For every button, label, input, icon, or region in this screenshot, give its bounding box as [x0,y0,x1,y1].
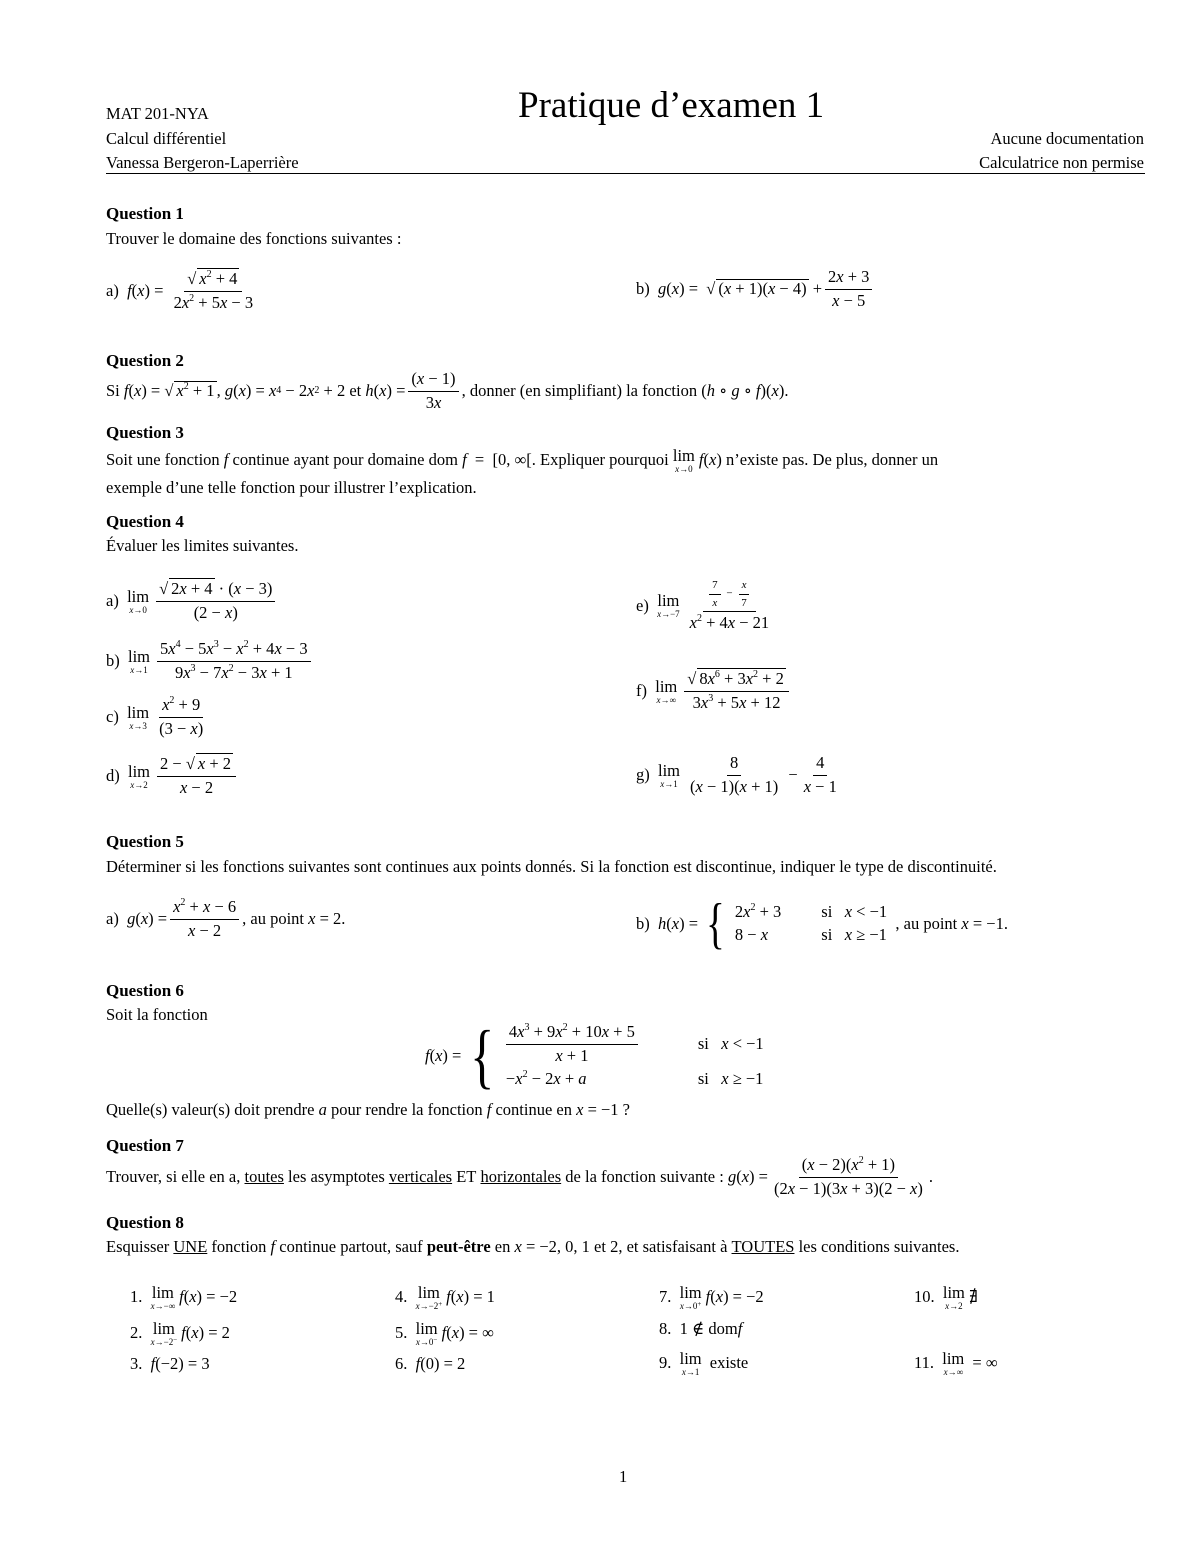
text: toutes [244,1166,284,1186]
text: UNE [173,1237,208,1256]
question-1-title: Question 1 [106,204,184,223]
condition-5: 5. lim x→0− f ( x ) = ∞ [395,1319,494,1347]
question-6-question: Quelle(s) valeur(s) doit prendre a pour rendre la fonction f continue en x = −1 ? [106,1100,630,1119]
left-brace: { [706,893,725,955]
header-rule [106,173,1145,174]
text: verticales [388,1166,453,1186]
condition-4: 4. lim x→−2+ f ( x ) = 1 [395,1283,495,1311]
item-label: b) [636,913,650,933]
text: continue partout, sauf [279,1237,423,1256]
text: ET [456,1166,477,1186]
limit-e: e) lim x→−7 $\frac{7}{x}$ − $\frac{x}{7}$ $x^2 + 4x - 21$ [636,579,770,633]
question-5-title: Question 5 [106,832,184,851]
question-3-title: Question 3 [106,423,184,442]
limit-d: d) lim x→2 $\frac{2 - √ x + 2}{x - 2}$ [106,755,239,798]
question-7-title: Question 7 [106,1136,184,1155]
question-4-text: Évaluer les limites suivantes. [106,536,299,555]
condition-8: 8. 1 ∉ dom f [659,1319,743,1338]
condition-2: 2. lim x→−2− f ( x ) = 2 [130,1319,230,1347]
item-label: b) [106,650,120,670]
text: en [494,1237,511,1256]
document-title: Pratique d’examen 1 [518,85,825,126]
item-label: c) [106,706,119,726]
text: , au point [895,913,958,933]
text: Esquisser [106,1237,170,1256]
text: si [821,925,833,944]
fraction: $\frac{2x + 3}{x - 5}$ [825,268,872,311]
text: si [821,902,833,922]
text: les conditions suivantes. [798,1237,960,1256]
condition-9: 9. lim x→1 existe [659,1349,749,1377]
condition-11: 11. lim x→∞ = ∞ [914,1349,998,1377]
question-6-title: Question 6 [106,981,184,1000]
text: horizontales [480,1166,562,1186]
condition-6: 6. f (0) = 2 [395,1354,466,1373]
condition-1: 1. lim x→−∞ f ( x ) = −2 [130,1283,238,1311]
text: continue ayant pour domaine dom [232,450,458,470]
text: de la fonction suivante : [565,1166,724,1186]
text: TOUTES [731,1237,795,1256]
question-6-text: Soit la fonction [106,1005,208,1024]
text: , et satisfaisant à [618,1237,728,1256]
text: peut-être [426,1237,491,1256]
question-3-line-2: exemple d’une telle fonction pour illustrer l’explication. [106,478,477,497]
limit: lim x→0 [672,446,695,474]
text: et [349,380,362,400]
limit-c: c) lim x→3 $\frac{x^2 + 9}{(3 - x)}$ [106,695,204,738]
left-brace: { [470,1016,495,1096]
limit-b: b) lim x→1 $\frac{5x^4 - 5x^3 - x^2 + 4x - 3}{9x^3 - 7x^2 - 3x + 1}$ [106,640,314,683]
item-label: g) [636,764,650,784]
fraction: $\frac{(x - 1)}{3x}$ [408,370,458,413]
limit-a: a) lim x→0 $\frac{√ 2x + 4 \cdot (x - 3)}{(2 - x)}$ [106,580,278,623]
question-7-text: Trouver, si elle en a, toutes les asymptotes verticales ET horizontales de la fonction suivante : g ( x ) = $\frac{(x - 2)(x^2 + 1)}{(2x - 1)(3x + 3)(2 - x)}$ . [106,1155,933,1198]
question-1a: a) f ( x ) = $\frac{√ x^2 + 4}{2x^2 + 5x - 3}$ [106,270,259,313]
text: fonction [211,1237,267,1256]
question-2-title: Question 2 [106,351,184,370]
item-label: d) [106,765,120,785]
text: Soit une fonction [106,450,220,470]
text: n’existe pas. De plus, donner un [725,450,939,470]
text: au point [250,908,304,928]
text: si [697,1034,709,1054]
question-5a: a) g ( x ) = $\frac{x^2 + x - 6}{x - 2}$ , au point x = 2. [106,897,346,940]
fraction: $\frac{√ x^2 + 4}{2x^2 + 5x - 3}$ [173,269,254,312]
question-2-text: Si f ( x ) = √ $x^2 + 1$ , g ( x ) = x 4 − 2 x 2 + 2 et h ( x ) = $\frac{(x - 1)}{3x}$ , donner (en simplifiant) la fonction ( h ∘ g ∘ f )( x ). [106,369,789,412]
page-number: 1 [619,1467,628,1486]
question-6-function: f ( x ) = { $\frac{4x^3 + 9x^2 + 10x + 5}{x + 1}$ si x < −1 $-x^2 - 2x + a$ si x ≥ −1 [425,1016,764,1096]
text: existe [709,1353,749,1373]
course-subject: Calcul différentiel [106,129,227,148]
calculator-rule: Calculatrice non permise [979,153,1144,172]
question-4-title: Question 4 [106,512,184,531]
question-3-line-1: Soit une fonction f continue ayant pour domaine dom f = [0, ∞[ . Expliquer pourquoi lim x→0 f ( x ) n’existe pas. De plus, donner un [106,446,939,474]
piecewise-cases: $\frac{4x^3 + 9x^2 + 10x + 5}{x + 1}$ si x < −1 $-x^2 - 2x + a$ si x ≥ −1 [505,1022,764,1088]
text: donner (en simplifiant) la fonction [469,380,698,400]
question-8-title: Question 8 [106,1213,184,1232]
question-5b: b) h ( x ) = { $2x^2 + 3$ si x < −1 8 − x si x ≥ −1 , au point x = −1. [636,893,1008,955]
text: . Expliquer pourquoi [531,450,669,470]
piecewise-cases: $2x^2 + 3$ si x < −1 8 − x si x ≥ −1 [734,902,888,944]
text: Quelle(s) valeur(s) doit prendre [106,1100,315,1119]
item-label: a) [106,590,119,610]
text: si [697,1068,709,1088]
limit-g: g) lim x→1 $\frac{8}{(x - 1)(x + 1)}$ − $\frac{4}{x - 1}$ [636,753,837,796]
text: Trouver, si elle en a, [106,1166,241,1186]
question-1-text: Trouver le domaine des fonctions suivantes : [106,229,402,248]
condition-7: 7. lim x→0+ f ( x ) = −2 [659,1283,764,1311]
item-label: e) [636,595,649,615]
text: pour rendre la fonction [330,1100,483,1119]
documentation-rule: Aucune documentation [990,129,1144,148]
text: continue en [495,1100,572,1119]
limit-f: f) lim x→∞ $\frac{√ 8x^6 + 3x^2 + 2}{3x^3 + 5x + 12}$ [636,670,792,713]
condition-3: 3. f (−2) = 3 [130,1354,210,1373]
item-label: b) [636,278,650,298]
question-8-text: Esquisser UNE fonction f continue partout, sauf peut-être en x = −2, 0, 1 et 2 , et satisfaisant à TOUTES les conditions suivantes. [106,1237,960,1256]
course-code: MAT 201-NYA [106,104,209,123]
condition-10: 10. lim x→2 ∄ [914,1283,978,1311]
text: Si [106,380,120,400]
question-1b: b) g ( x ) = √ (x + 1)(x − 4) + $\frac{2x + 3}{x - 5}$ [636,268,875,311]
item-label: f) [636,680,647,700]
question-5-text: Déterminer si les fonctions suivantes sont continues aux points donnés. Si la fonction est discontinue, indiquer le type de discontinuité. [106,857,997,876]
item-label: a) [106,280,119,300]
item-label: a) [106,908,119,928]
text: les asymptotes [288,1166,385,1186]
author-name: Vanessa Bergeron-Laperrière [106,153,299,172]
